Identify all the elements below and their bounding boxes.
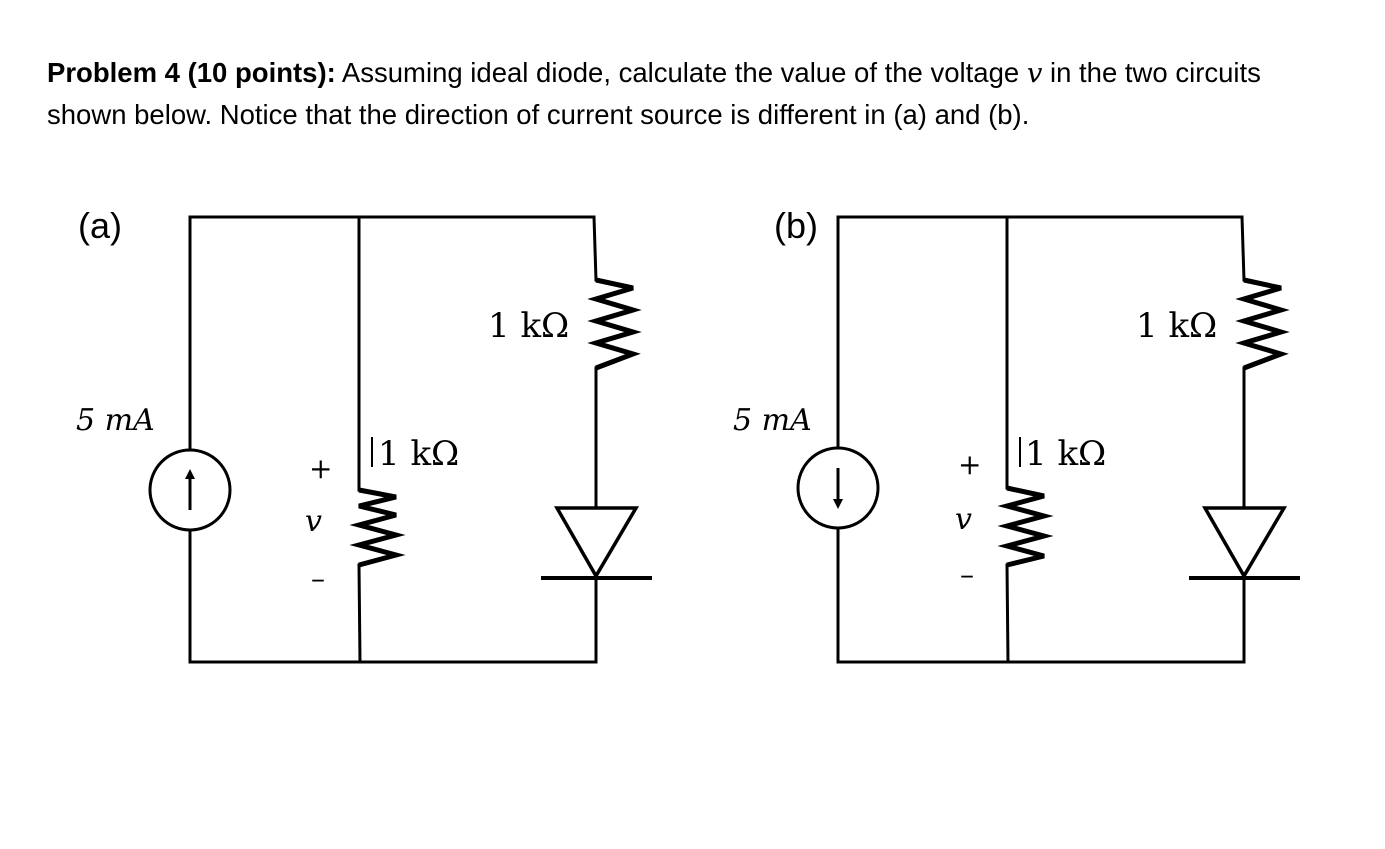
circuit-a-source-value: 5 mA [76, 403, 155, 438]
circuit-b [733, 205, 1300, 662]
circuit-b-resistor-top: 1 kΩ [1136, 306, 1218, 346]
resistor-icon [1244, 280, 1281, 368]
circuit-a [76, 205, 652, 662]
resistor-icon [1007, 488, 1044, 565]
diode-icon [541, 508, 652, 578]
circuit-a-voltage-plus: + [309, 452, 333, 485]
circuit-a-resistor-middle: 1 kΩ [378, 434, 460, 474]
circuit-b-source-value: 5 mA [733, 403, 812, 438]
circuit-b-voltage-minus: – [960, 558, 974, 591]
circuit-b-label: (b) [774, 205, 818, 246]
circuit-a-resistor-top: 1 kΩ [488, 306, 570, 346]
diode-icon [1189, 508, 1300, 578]
problem-heading: Problem 4 (10 points): [47, 57, 336, 88]
circuit-b-voltage-plus: + [958, 448, 982, 481]
circuit-a-voltage-minus: – [311, 562, 325, 595]
resistor-icon [359, 490, 396, 565]
problem-text-2: in the two circuits shown below. Notice that the direction of current source is different in (a) and (b). [47, 57, 1261, 130]
circuit-b-resistor-middle: 1 kΩ [1025, 434, 1107, 474]
problem-variable: v [1026, 57, 1043, 89]
current-source-icon [150, 450, 230, 530]
problem-text-1: Assuming ideal diode, calculate the value of the voltage [335, 57, 1027, 88]
circuit-a-label: (a) [78, 205, 122, 246]
current-source-icon [798, 448, 878, 528]
circuit-a-voltage-var: v [305, 504, 322, 539]
circuit-b-voltage-var: v [955, 502, 972, 537]
resistor-icon [596, 280, 633, 368]
